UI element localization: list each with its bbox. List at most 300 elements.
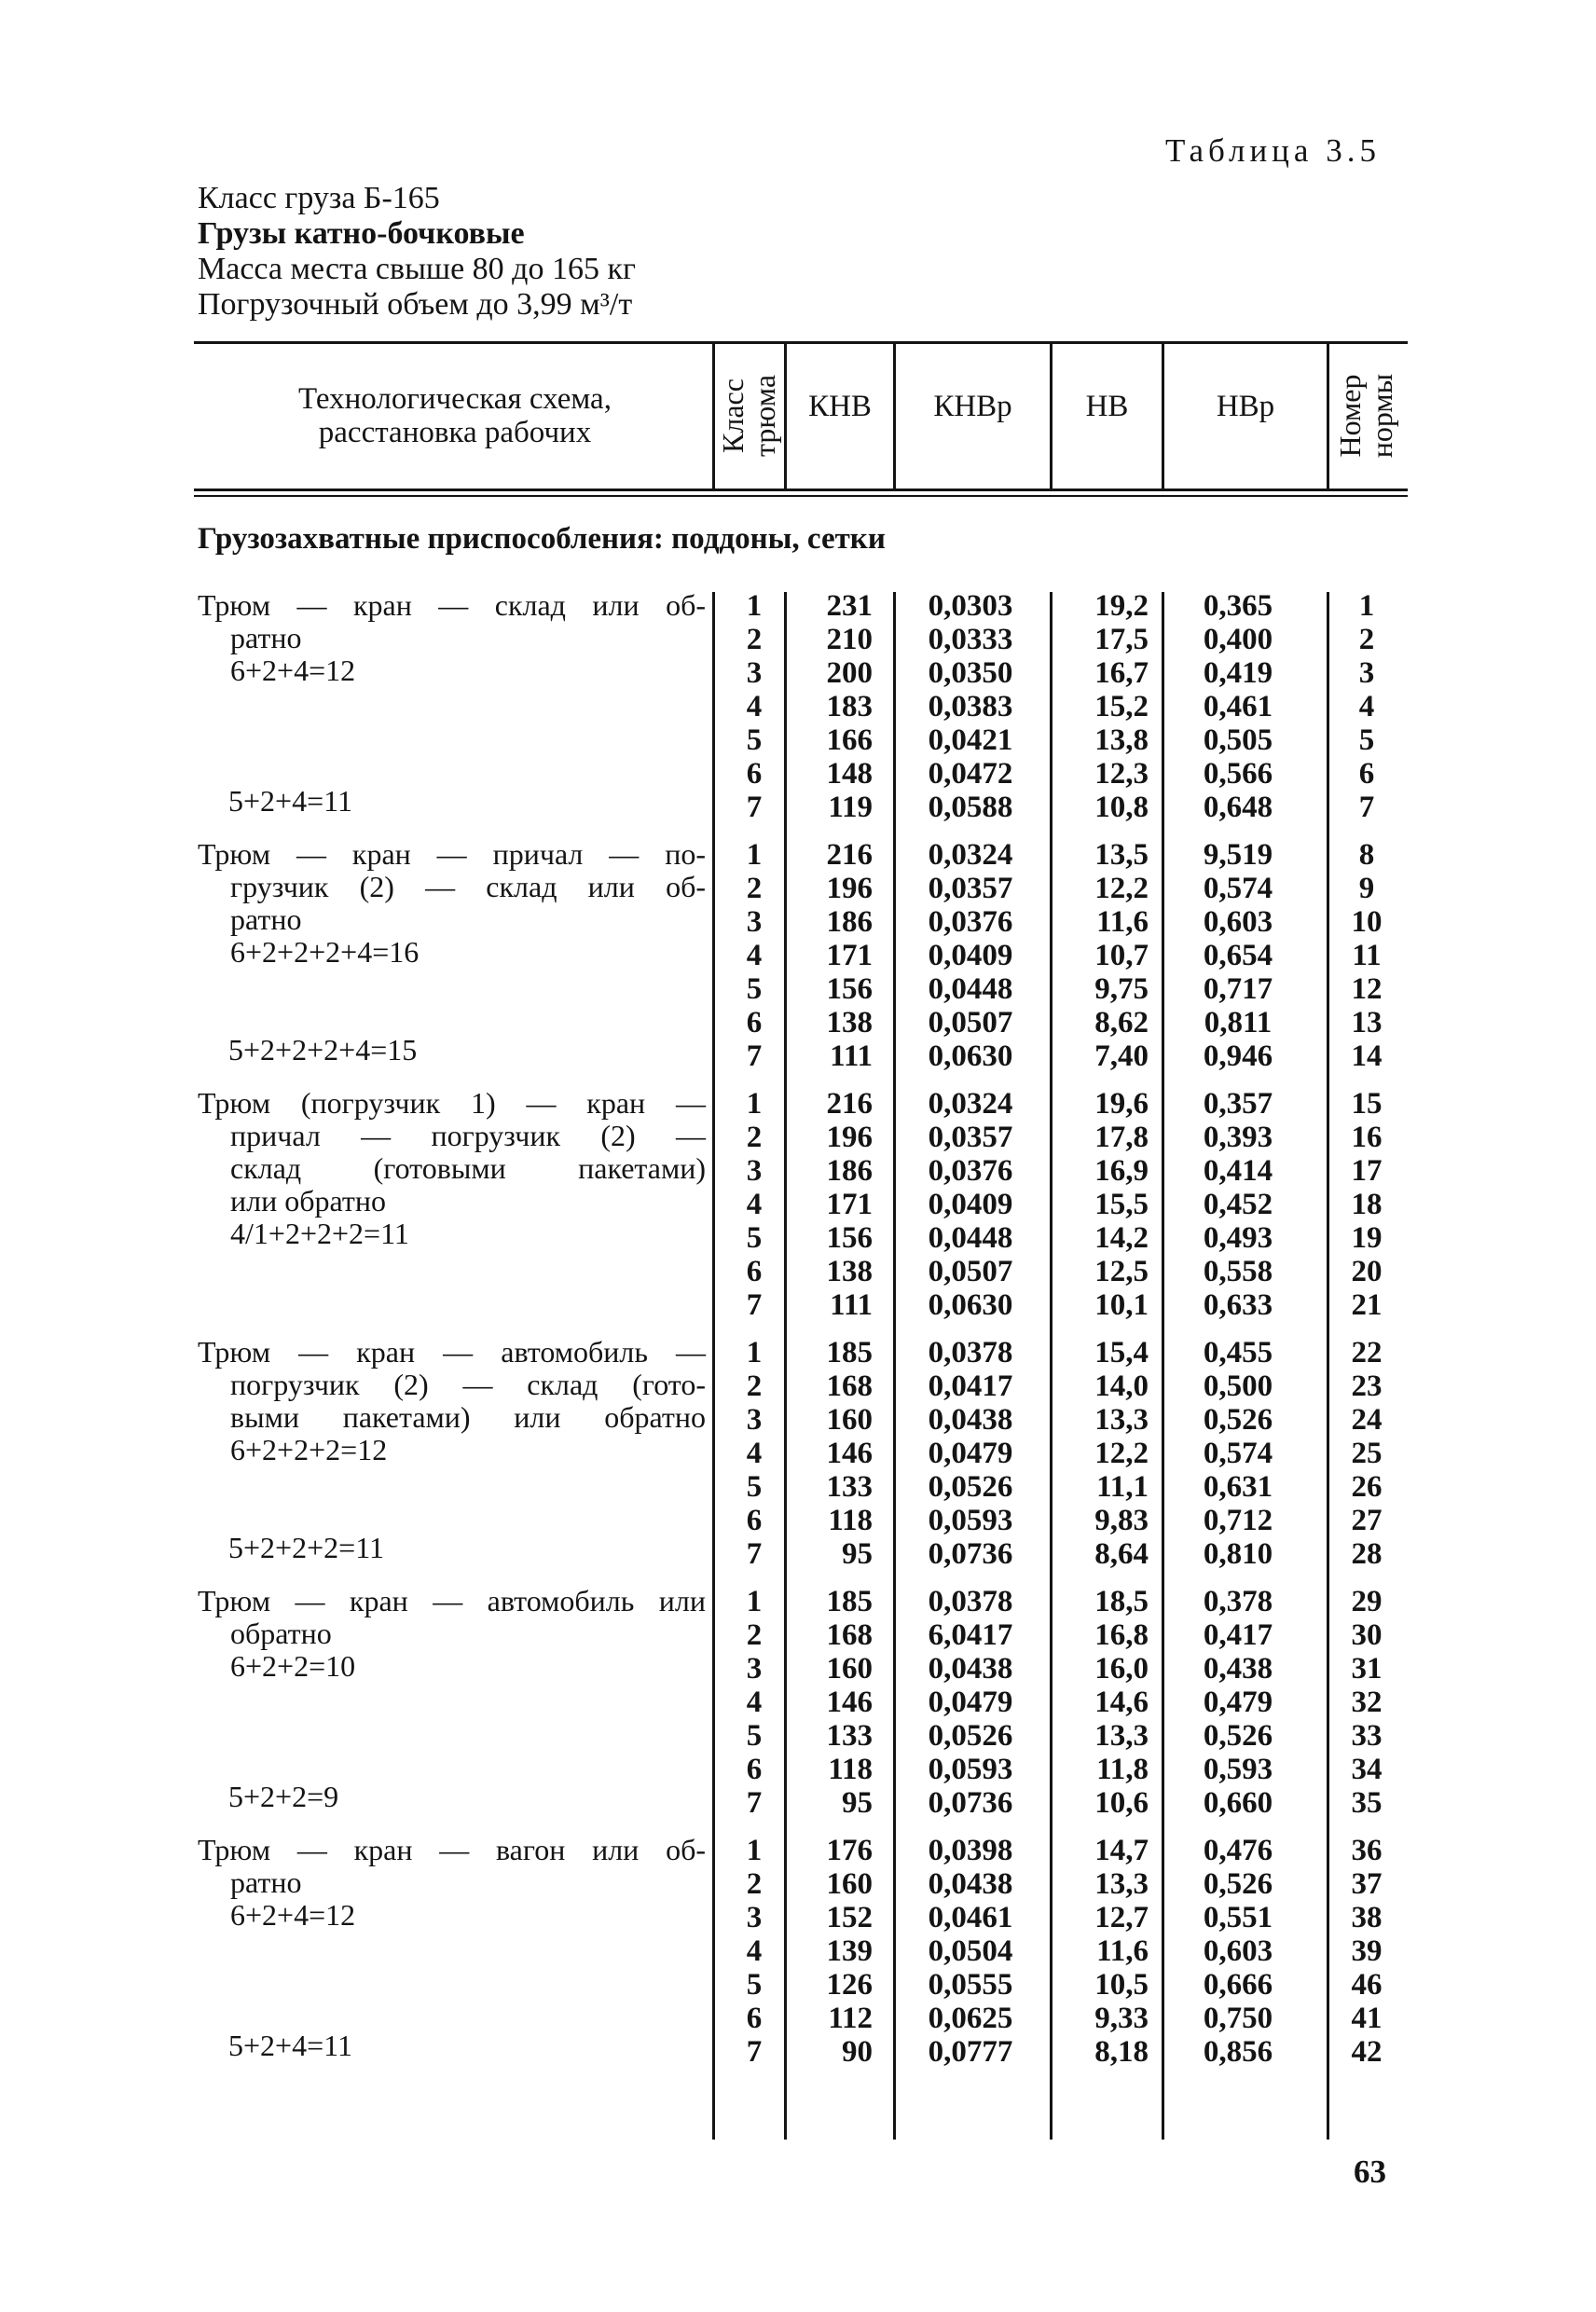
desc-formula: 6+2+4=12 [230,1898,356,1932]
cell-norm-number: 9 [1358,872,1375,905]
desc-formula-alt: 5+2+4=11 [228,784,352,818]
cell-nv: 13,3 [1094,1719,1149,1753]
cell-norm-number: 23 [1351,1369,1383,1403]
cell-nv: 13,3 [1094,1403,1149,1437]
cell-hold-class: 7 [746,2035,763,2069]
cell-nv: 11,8 [1096,1753,1149,1786]
cell-norm-number: 14 [1351,1039,1383,1073]
cell-knv: 160 [826,1867,873,1901]
cell-norm-number: 12 [1351,972,1383,1006]
cell-knv: 95 [842,1537,873,1571]
cell-hold-class: 3 [746,1652,763,1686]
cell-nv-r: 0,811 [1204,1006,1273,1039]
table-row [0,1121,1596,1154]
cell-knv: 186 [826,905,873,939]
cell-knv: 166 [826,723,873,757]
table-row [0,690,1596,723]
desc-line: грузчик (2) — склад или об- [230,870,706,903]
cell-hold-class: 6 [746,757,763,791]
cell-knv-r: 0,0438 [928,1867,1013,1901]
cell-norm-number: 29 [1351,1585,1383,1618]
cell-knv-r: 0,0736 [928,1786,1013,1820]
desc-formula: 6+2+4=12 [230,654,356,687]
cell-knv: 196 [826,1121,873,1154]
cell-knv: 156 [826,972,873,1006]
cell-knv: 216 [826,838,873,872]
cell-knv-r: 0,0630 [928,1288,1013,1322]
desc-formula: 6+2+2+2=12 [230,1433,388,1466]
cell-hold-class: 2 [746,623,763,656]
cell-knv-r: 0,0777 [928,2035,1013,2069]
cell-norm-number: 18 [1351,1188,1383,1221]
cell-nv-r: 0,393 [1203,1121,1273,1154]
cell-knv: 183 [826,690,873,723]
table-row [0,1006,1596,1039]
cell-knv-r: 0,0357 [928,872,1013,905]
table-row [0,2002,1596,2035]
table-row [0,1649,1596,1686]
cell-nv-r: 0,479 [1203,1686,1273,1719]
table-row [0,972,1596,1006]
cell-norm-number: 24 [1351,1403,1383,1437]
cargo-info [198,181,636,323]
cell-knv: 160 [826,1403,873,1437]
cell-nv-r: 0,455 [1203,1336,1273,1369]
cell-norm-number: 36 [1351,1834,1383,1867]
cell-knv: 210 [826,623,873,656]
table-row [0,723,1596,757]
cell-nv-r: 0,574 [1203,1437,1273,1470]
cell-knv-r: 0,0588 [928,791,1013,824]
cell-norm-number: 25 [1351,1437,1383,1470]
cell-norm-number: 3 [1358,656,1375,690]
table-row [0,1753,1596,1786]
cell-nv-r: 0,526 [1203,1403,1273,1437]
cell-norm-number: 22 [1351,1336,1383,1369]
cell-nv: 10,6 [1094,1786,1149,1820]
cell-norm-number: 28 [1351,1537,1383,1571]
header-scheme-line2: расстановка рабочих [318,416,592,449]
cell-knv: 138 [826,1006,873,1039]
cell-knv-r: 0,0479 [928,1437,1013,1470]
cell-nv-r: 0,946 [1203,1039,1273,1073]
table-row [0,1039,1596,1073]
cargo-class: Класс груза Б-165 [198,181,440,215]
cell-nv-r: 0,476 [1203,1834,1273,1867]
cell-nv: 10,1 [1094,1288,1149,1322]
cell-nv: 12,3 [1094,757,1149,791]
cell-hold-class: 4 [746,1934,763,1968]
cell-knv: 139 [826,1934,873,1968]
table-row [0,1934,1596,1968]
cell-nv: 10,7 [1094,939,1149,972]
table-row [0,1188,1596,1221]
cell-knv-r: 6,0417 [928,1618,1013,1652]
desc-line: ратно [230,1865,302,1899]
cell-norm-number: 35 [1351,1786,1383,1820]
cell-knv: 200 [826,656,873,690]
cell-norm-number: 5 [1358,723,1375,757]
cell-nv-r: 0,631 [1203,1470,1273,1504]
cell-norm-number: 42 [1351,2035,1383,2069]
cell-nv-r: 0,712 [1203,1504,1273,1537]
desc-formula-alt: 5+2+4=11 [228,2029,352,2062]
cell-nv: 10,5 [1094,1968,1149,2002]
cell-norm-number: 2 [1358,623,1375,656]
cell-hold-class: 6 [746,1753,763,1786]
table-row [0,1288,1596,1322]
table-row [0,1585,1596,1618]
cell-hold-class: 6 [746,1006,763,1039]
desc-formula: 4/1+2+2+2=11 [230,1217,409,1250]
cargo-type: Грузы катно-бочковые [198,216,525,251]
cell-knv: 196 [826,872,873,905]
cell-knv: 112 [828,2002,873,2035]
table-row [0,1786,1596,1820]
cell-knv-r: 0,0376 [928,1154,1013,1188]
desc-formula: 6+2+2=10 [230,1649,356,1683]
cell-norm-number: 4 [1358,690,1375,723]
cell-hold-class: 1 [746,1336,763,1369]
scheme-block-2 [0,838,1596,1073]
cell-nv-r: 0,566 [1203,757,1273,791]
cell-nv-r: 0,558 [1203,1255,1273,1288]
cell-nv-r: 0,452 [1203,1188,1273,1221]
cell-norm-number: 20 [1351,1255,1383,1288]
desc-line: ратно [230,902,302,936]
header-nv-r: НВр [1216,390,1275,423]
table-row [0,1151,1596,1188]
cell-nv-r: 0,400 [1203,623,1273,656]
cell-knv: 138 [826,1255,873,1288]
table-row [0,656,1596,690]
cell-hold-class: 6 [746,1504,763,1537]
cell-knv-r: 0,0438 [928,1403,1013,1437]
scheme-block-1 [0,589,1596,824]
cell-norm-number: 46 [1351,1968,1383,2002]
header-nv: НВ [1085,390,1129,423]
cell-hold-class: 1 [746,1585,763,1618]
cell-knv-r: 0,0421 [928,723,1013,757]
table-row [0,1470,1596,1504]
cell-knv-r: 0,0448 [928,972,1013,1006]
desc-line: или обратно [230,1184,386,1218]
cell-hold-class: 3 [746,905,763,939]
table-row [0,1369,1596,1403]
table-row [0,1867,1596,1901]
section-caption: Грузозахватные приспособления: поддоны, сетки [198,522,886,556]
cell-nv: 13,8 [1094,723,1149,757]
table-top-rule [194,341,1408,344]
cell-hold-class: 4 [746,690,763,723]
cargo-volume: Погрузочный объем до 3,99 м³/т [198,287,633,322]
cell-nv: 7,40 [1094,1039,1149,1073]
cell-norm-number: 38 [1351,1901,1383,1934]
cell-norm-number: 37 [1351,1867,1383,1901]
cell-norm-number: 39 [1351,1934,1383,1968]
cell-hold-class: 2 [746,1618,763,1652]
cell-knv: 146 [826,1686,873,1719]
cell-knv: 118 [828,1753,873,1786]
cell-knv: 90 [842,2035,873,2069]
cell-knv: 171 [826,1188,873,1221]
header-scheme [198,382,712,449]
cell-nv-r: 0,419 [1203,656,1273,690]
cell-nv: 11,6 [1096,1934,1149,1968]
cell-nv-r: 0,717 [1203,972,1273,1006]
cell-nv-r: 0,493 [1203,1221,1273,1255]
col-divider [712,341,715,490]
cell-nv: 16,9 [1094,1154,1149,1188]
cell-knv-r: 0,0383 [928,690,1013,723]
cell-knv-r: 0,0625 [928,2002,1013,2035]
cell-knv: 216 [826,1087,873,1121]
table-row [0,902,1596,939]
header-norm-line1: Номер [1333,374,1367,458]
cell-knv-r: 0,0324 [928,838,1013,872]
cell-nv: 13,3 [1094,1867,1149,1901]
cell-hold-class: 4 [746,1188,763,1221]
cell-knv-r: 0,0593 [928,1753,1013,1786]
table-row [0,1221,1596,1255]
cell-norm-number: 27 [1351,1504,1383,1537]
cell-norm-number: 31 [1351,1652,1383,1686]
cell-knv-r: 0,0630 [928,1039,1013,1073]
header-hold-class-line1: Класс [716,378,750,453]
cell-knv-r: 0,0736 [928,1537,1013,1571]
cell-norm-number: 1 [1358,589,1375,623]
cell-hold-class: 3 [746,1403,763,1437]
cell-nv: 8,64 [1094,1537,1149,1571]
table-row [0,1898,1596,1934]
cell-hold-class: 1 [746,1834,763,1867]
header-norm-line2: нормы [1365,373,1398,459]
cell-norm-number: 17 [1351,1154,1383,1188]
cell-knv: 126 [826,1968,873,2002]
table-row [0,939,1596,972]
cell-nv: 12,2 [1094,872,1149,905]
col-divider [1327,341,1329,490]
cell-knv: 185 [826,1585,873,1618]
cell-nv-r: 0,574 [1203,872,1273,905]
cell-norm-number: 10 [1351,905,1383,939]
cell-nv-r: 0,438 [1203,1652,1273,1686]
scheme-block-6 [0,1834,1596,2069]
cell-hold-class: 4 [746,1686,763,1719]
table-row [0,757,1596,791]
cell-nv: 19,6 [1094,1087,1149,1121]
desc-formula: 6+2+2+2+4=16 [230,935,420,969]
header-knv-r: КНВр [933,390,1012,423]
cell-norm-number: 30 [1351,1618,1383,1652]
desc-line: погрузчик (2) — склад (гото- [230,1368,706,1401]
cell-knv-r: 0,0526 [928,1470,1013,1504]
cell-knv-r: 0,0461 [928,1901,1013,1934]
page-number: 63 [1354,2154,1386,2190]
cell-knv: 148 [826,757,873,791]
cell-norm-number: 6 [1358,757,1375,791]
cell-nv-r: 0,526 [1203,1719,1273,1753]
cell-hold-class: 6 [746,1255,763,1288]
desc-line: склад (готовыми пакетами) [230,1151,706,1185]
cell-knv: 185 [826,1336,873,1369]
cell-norm-number: 7 [1358,791,1375,824]
cell-knv: 146 [826,1437,873,1470]
cell-norm-number: 15 [1351,1087,1383,1121]
cell-nv: 8,62 [1094,1006,1149,1039]
cell-knv-r: 0,0376 [928,905,1013,939]
cell-hold-class: 1 [746,1087,763,1121]
cell-nv-r: 0,365 [1203,589,1273,623]
table-row [0,872,1596,905]
cell-nv-r: 0,633 [1203,1288,1273,1322]
cell-nv: 17,5 [1094,623,1149,656]
cell-knv: 111 [830,1288,873,1322]
cell-nv: 13,5 [1094,838,1149,872]
desc-line: выми пакетами) или обратно [230,1400,706,1434]
cell-knv-r: 0,0479 [928,1686,1013,1719]
cell-knv-r: 0,0472 [928,757,1013,791]
cell-hold-class: 7 [746,1288,763,1322]
table-row [0,623,1596,656]
cell-nv-r: 0,378 [1203,1585,1273,1618]
cell-norm-number: 13 [1351,1006,1383,1039]
cell-nv: 11,1 [1096,1470,1149,1504]
cell-nv-r: 0,648 [1203,791,1273,824]
cell-hold-class: 2 [746,1867,763,1901]
desc-formula-alt: 5+2+2+2=11 [228,1531,384,1564]
header-bottom-rule-2 [194,495,1408,497]
cell-knv: 168 [826,1369,873,1403]
cell-knv-r: 0,0333 [928,623,1013,656]
cell-norm-number: 32 [1351,1686,1383,1719]
table-row [0,1255,1596,1288]
cell-nv: 12,5 [1094,1255,1149,1288]
cell-nv-r: 0,500 [1203,1369,1273,1403]
cell-knv: 133 [826,1719,873,1753]
desc-line: Трюм — кран — автомобиль или [198,1584,706,1617]
cell-knv-r: 0,0555 [928,1968,1013,2002]
cell-hold-class: 2 [746,1121,763,1154]
scheme-block-4 [0,1336,1596,1571]
cell-knv: 160 [826,1652,873,1686]
cell-knv-r: 0,0504 [928,1934,1013,1968]
cell-hold-class: 7 [746,1039,763,1073]
cell-knv-r: 0,0507 [928,1006,1013,1039]
cell-hold-class: 3 [746,656,763,690]
desc-formula-alt: 5+2+2=9 [228,1780,339,1813]
cell-knv: 156 [826,1221,873,1255]
desc-line: Трюм — кран — автомобиль — [198,1335,706,1369]
cell-hold-class: 5 [746,1470,763,1504]
cell-nv: 12,7 [1094,1901,1149,1934]
cell-hold-class: 7 [746,1786,763,1820]
cell-nv-r: 0,357 [1203,1087,1273,1121]
desc-line: Трюм (погрузчик 1) — кран — [198,1086,706,1120]
cell-knv-r: 0,0409 [928,939,1013,972]
cell-nv-r: 0,603 [1203,905,1273,939]
cell-nv: 16,8 [1094,1618,1149,1652]
cell-nv: 19,2 [1094,589,1149,623]
table-row [0,589,1596,623]
cell-nv: 14,0 [1094,1369,1149,1403]
cell-nv: 14,6 [1094,1686,1149,1719]
cell-knv: 118 [828,1504,873,1537]
cell-hold-class: 2 [746,872,763,905]
desc-line: ратно [230,621,302,654]
cell-knv-r: 0,0507 [928,1255,1013,1288]
cell-nv-r: 0,551 [1203,1901,1273,1934]
cell-knv: 171 [826,939,873,972]
cell-nv-r: 0,666 [1203,1968,1273,2002]
cell-nv: 9,83 [1094,1504,1149,1537]
cell-knv-r: 0,0378 [928,1585,1013,1618]
header-scheme-line1: Технологическая схема, [298,382,612,416]
cell-norm-number: 26 [1351,1470,1383,1504]
cell-norm-number: 8 [1358,838,1375,872]
desc-line: обратно [230,1617,332,1650]
cell-nv-r: 0,414 [1203,1154,1273,1188]
scheme-block-5 [0,1585,1596,1820]
cell-knv: 168 [826,1618,873,1652]
cell-nv: 14,7 [1094,1834,1149,1867]
cell-hold-class: 5 [746,723,763,757]
cell-knv-r: 0,0324 [928,1087,1013,1121]
cell-knv-r: 0,0303 [928,589,1013,623]
cell-knv-r: 0,0593 [928,1504,1013,1537]
cell-hold-class: 3 [746,1154,763,1188]
cell-nv-r: 0,660 [1203,1786,1273,1820]
cell-nv: 11,6 [1096,905,1149,939]
cell-nv: 9,75 [1094,972,1149,1006]
desc-formula-alt: 5+2+2+2+4=15 [228,1033,418,1067]
table-row [0,1618,1596,1652]
desc-line: Трюм — кран — причал — по- [198,837,706,871]
cell-hold-class: 4 [746,1437,763,1470]
desc-line: Трюм — кран — склад или об- [198,588,706,622]
cell-nv: 18,5 [1094,1585,1149,1618]
cell-knv: 152 [826,1901,873,1934]
table-row [0,1437,1596,1470]
cell-norm-number: 16 [1351,1121,1383,1154]
cell-knv-r: 0,0409 [928,1188,1013,1221]
cell-nv: 10,8 [1094,791,1149,824]
cell-nv: 15,4 [1094,1336,1149,1369]
table-row [0,838,1596,872]
cell-norm-number: 21 [1351,1288,1383,1322]
cell-norm-number: 11 [1352,939,1382,972]
cell-nv-r: 0,505 [1203,723,1273,757]
header-hold-class-line2: трюма [748,374,781,458]
cell-knv: 95 [842,1786,873,1820]
cell-norm-number: 33 [1351,1719,1383,1753]
table-row [0,1537,1596,1571]
table-row [0,791,1596,824]
table-row [0,1336,1596,1369]
cargo-mass: Масса места свыше 80 до 165 кг [198,252,636,286]
cell-hold-class: 4 [746,939,763,972]
cell-nv-r: 0,810 [1203,1537,1273,1571]
cell-hold-class: 3 [746,1901,763,1934]
table-row [0,1719,1596,1753]
cell-nv: 15,5 [1094,1188,1149,1221]
cell-nv: 15,2 [1094,690,1149,723]
cell-hold-class: 6 [746,2002,763,2035]
cell-knv: 119 [828,791,873,824]
cell-hold-class: 7 [746,791,763,824]
cell-norm-number: 41 [1351,2002,1383,2035]
table-row [0,1400,1596,1437]
